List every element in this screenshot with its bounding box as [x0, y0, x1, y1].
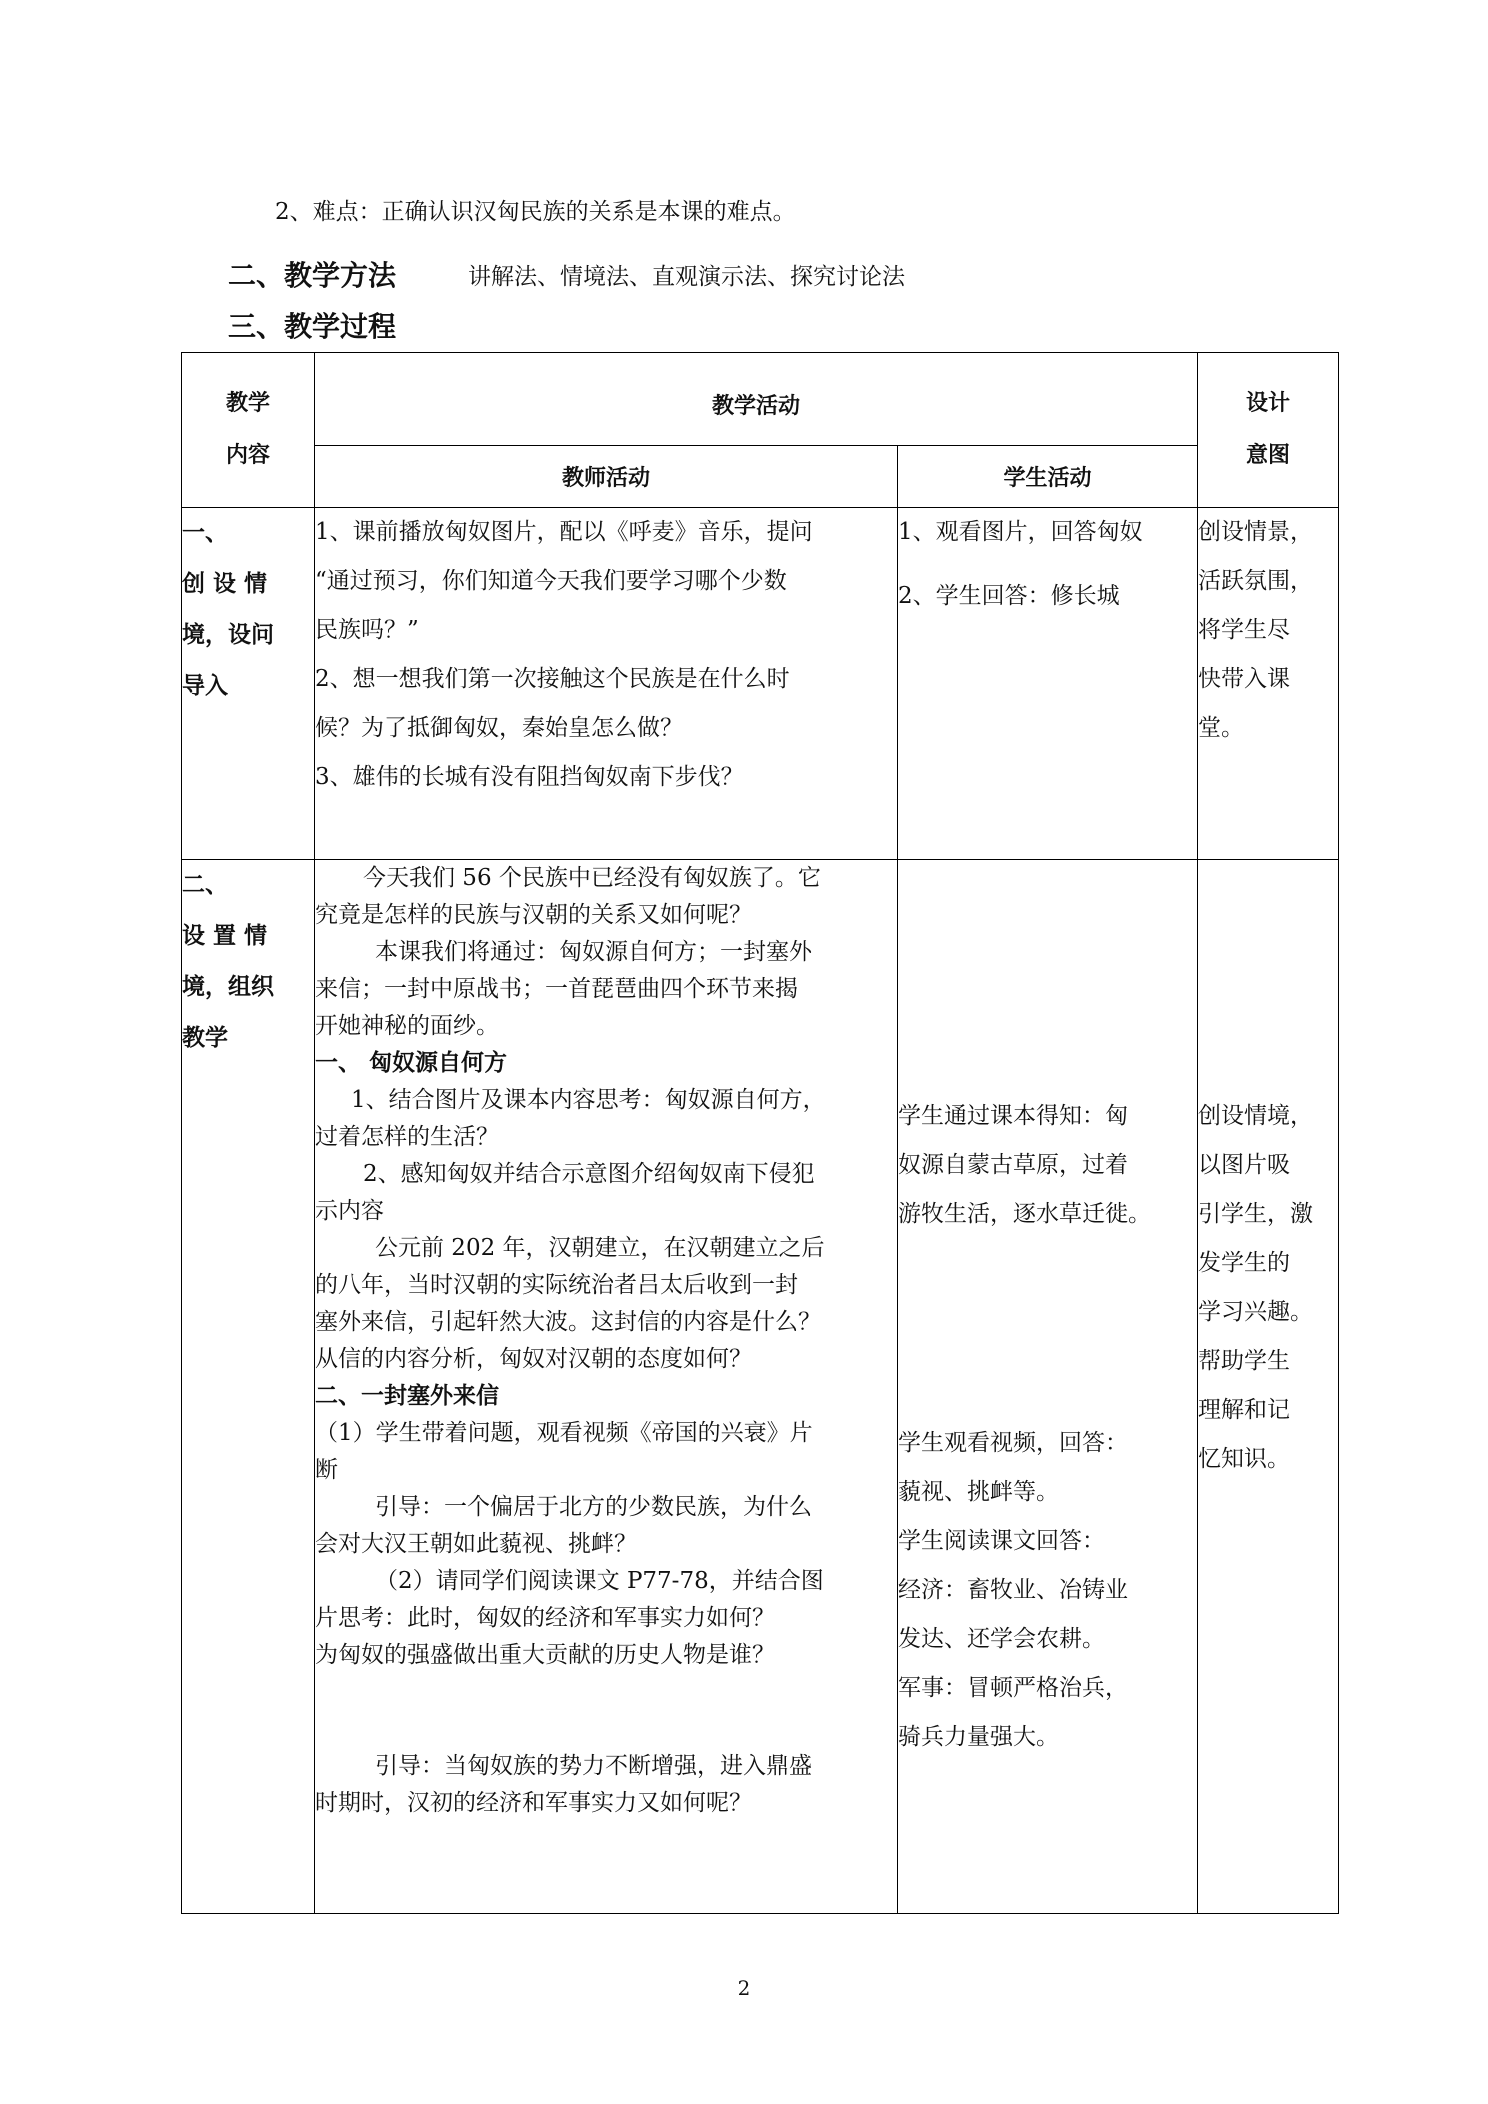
row2-intent-line: 创设情境，	[1198, 1103, 1314, 1129]
row2-teacher-line: 从信的内容分析，匈奴对汉朝的态度如何？	[315, 1346, 752, 1372]
row2-teacher-line: 示内容	[315, 1198, 384, 1224]
row1-intent-line: 创设情景，	[1198, 519, 1314, 545]
row2-teacher-line: 引导：一个偏居于北方的少数民族，为什么	[375, 1494, 812, 1520]
row2-teacher	[315, 860, 898, 1914]
teaching-process-table	[181, 352, 1339, 1914]
header-teacher: 教师活动	[315, 446, 898, 508]
process-heading: 三、教学过程	[228, 310, 397, 343]
method-text: 讲解法、情境法、直观演示法、探究讨论法	[468, 264, 905, 290]
row1-teacher-line: 2、想一想我们第一次接触这个民族是在什么时	[315, 666, 790, 692]
row2-teacher-gap	[315, 1711, 897, 1748]
row1-teacher	[315, 508, 898, 860]
page-number: 2	[737, 1976, 751, 2000]
row1-student	[898, 508, 1198, 860]
row2-student-line: 藐视、挑衅等。	[898, 1479, 1059, 1505]
header-intent	[1198, 353, 1339, 508]
row1-teacher-line: 候？为了抵御匈奴，秦始皇怎么做？	[315, 715, 683, 741]
row2-teacher-line: 断	[315, 1457, 338, 1483]
row2-teacher-line: 塞外来信，引起轩然大波。这封信的内容是什么？	[315, 1309, 821, 1335]
row1-intent-line: 活跃氛围，	[1198, 568, 1314, 594]
row2-student-line: 学生阅读课文回答：	[898, 1528, 1105, 1554]
row2-teacher-line: 引导：当匈奴族的势力不断增强，进入鼎盛	[375, 1753, 812, 1779]
row2-content-line: 教学	[182, 1025, 228, 1051]
row2-teacher-line: 的八年，当时汉朝的实际统治者吕太后收到一封	[315, 1272, 798, 1298]
row2-teacher-line: 片思考：此时，匈奴的经济和军事实力如何？	[315, 1605, 775, 1631]
row2-intent-line: 忆知识。	[1198, 1446, 1291, 1472]
header-activity: 教学活动	[315, 353, 1198, 446]
row2-teacher-line: 为匈奴的强盛做出重大贡献的历史人物是谁？	[315, 1642, 775, 1668]
row2-teacher-line: 今天我们 56 个民族中已经没有匈奴族了。它	[363, 865, 821, 891]
row2-intent-line: 引学生，激	[1198, 1201, 1314, 1227]
row2-student-line: 发达、还学会农耕。	[898, 1626, 1105, 1652]
row2-intent-line: 发学生的	[1198, 1250, 1291, 1276]
row2-teacher-gap	[315, 1674, 897, 1711]
row2-teacher-line: 2、感知匈奴并结合示意图介绍匈奴南下侵犯	[363, 1161, 815, 1187]
header-student: 学生活动	[898, 446, 1198, 508]
header-content-line1: 教学	[225, 391, 270, 416]
row1-intent	[1198, 508, 1339, 860]
row2-content-line: 境，组织	[182, 974, 274, 1000]
row2-student-line: 游牧生活，逐水草迁徙。	[898, 1201, 1151, 1227]
row1-content-line: 导入	[182, 673, 228, 699]
row1-teacher-line: 民族吗？”	[315, 617, 419, 643]
row2-student-line: 学生观看视频，回答：	[898, 1430, 1128, 1456]
row2-intent-line: 以图片吸	[1198, 1152, 1291, 1178]
row2-intent	[1198, 860, 1339, 1914]
row2-teacher-section-heading: 二、一封塞外来信	[315, 1383, 499, 1409]
row2-content	[182, 860, 315, 1914]
row1-teacher-line: 1、课前播放匈奴图片，配以《呼麦》音乐，提问	[315, 519, 813, 545]
row2-teacher-line: 究竟是怎样的民族与汉朝的关系又如何呢？	[315, 902, 752, 928]
header-content-line2: 内容	[225, 443, 270, 468]
row2-teacher-line: 公元前 202 年，汉朝建立，在汉朝建立之后	[375, 1235, 825, 1261]
row2-teacher-line: （1）学生带着问题，观看视频《帝国的兴衰》片	[315, 1420, 813, 1446]
row1-intent-line: 将学生尽	[1198, 617, 1291, 643]
row1-student-line: 1、观看图片，回答匈奴	[898, 519, 1143, 545]
difficulty-point: 2、难点：正确认识汉匈民族的关系是本课的难点。	[275, 199, 796, 225]
row2-teacher-line: 本课我们将通过：匈奴源自何方；一封塞外	[375, 939, 812, 965]
row2-student-line: 奴源自蒙古草原，过着	[898, 1152, 1128, 1178]
row1-teacher-line: 3、雄伟的长城有没有阻挡匈奴南下步伐？	[315, 764, 744, 790]
row2-teacher-line: 会对大汉王朝如此藐视、挑衅？	[315, 1531, 637, 1557]
row2-student-line: 军事：冒顿严格治兵，	[898, 1675, 1128, 1701]
row2-intent-line: 学习兴趣。	[1198, 1299, 1314, 1325]
row1-content	[182, 508, 315, 860]
row1-intent-line: 堂。	[1198, 715, 1245, 741]
row2-teacher-line: 时期时，汉初的经济和军事实力又如何呢？	[315, 1790, 752, 1816]
row2-teacher-section-heading: 一、 匈奴源自何方	[315, 1050, 508, 1076]
row2-student-line: 学生通过课本得知：匈	[898, 1103, 1128, 1129]
row2-teacher-line: 过着怎样的生活？	[315, 1124, 499, 1150]
row2-content-line: 设 置 情	[182, 923, 268, 949]
header-content	[182, 353, 315, 508]
method-heading: 二、教学方法	[228, 259, 397, 292]
row2-student-line: 骑兵力量强大。	[898, 1724, 1059, 1750]
row1-content-line: 一、	[182, 520, 228, 546]
row2-student	[898, 860, 1198, 1914]
row2-teacher-line: 来信；一封中原战书；一首琵琶曲四个环节来揭	[315, 976, 798, 1002]
row2-content-line: 二、	[182, 872, 228, 898]
row1-teacher-line: “通过预习，你们知道今天我们要学习哪个少数	[315, 568, 787, 594]
row1-student-line: 2、学生回答：修长城	[898, 583, 1120, 609]
row1-intent-line: 快带入课	[1198, 666, 1291, 692]
row2-teacher-line: 开她神秘的面纱。	[315, 1013, 499, 1039]
row2-intent-line: 理解和记	[1198, 1397, 1291, 1423]
row2-teacher-line: （2）请同学们阅读课文 P77-78，并结合图	[375, 1568, 824, 1594]
header-intent-line1: 设计	[1246, 391, 1291, 416]
header-intent-line2: 意图	[1246, 443, 1291, 468]
row1-content-line: 境，设问	[182, 622, 274, 648]
row2-student-line: 经济：畜牧业、冶铸业	[898, 1577, 1128, 1603]
row1-content-line: 创 设 情	[182, 571, 268, 597]
row2-intent-line: 帮助学生	[1198, 1348, 1291, 1374]
row2-teacher-line: 1、结合图片及课本内容思考：匈奴源自何方，	[351, 1087, 826, 1113]
